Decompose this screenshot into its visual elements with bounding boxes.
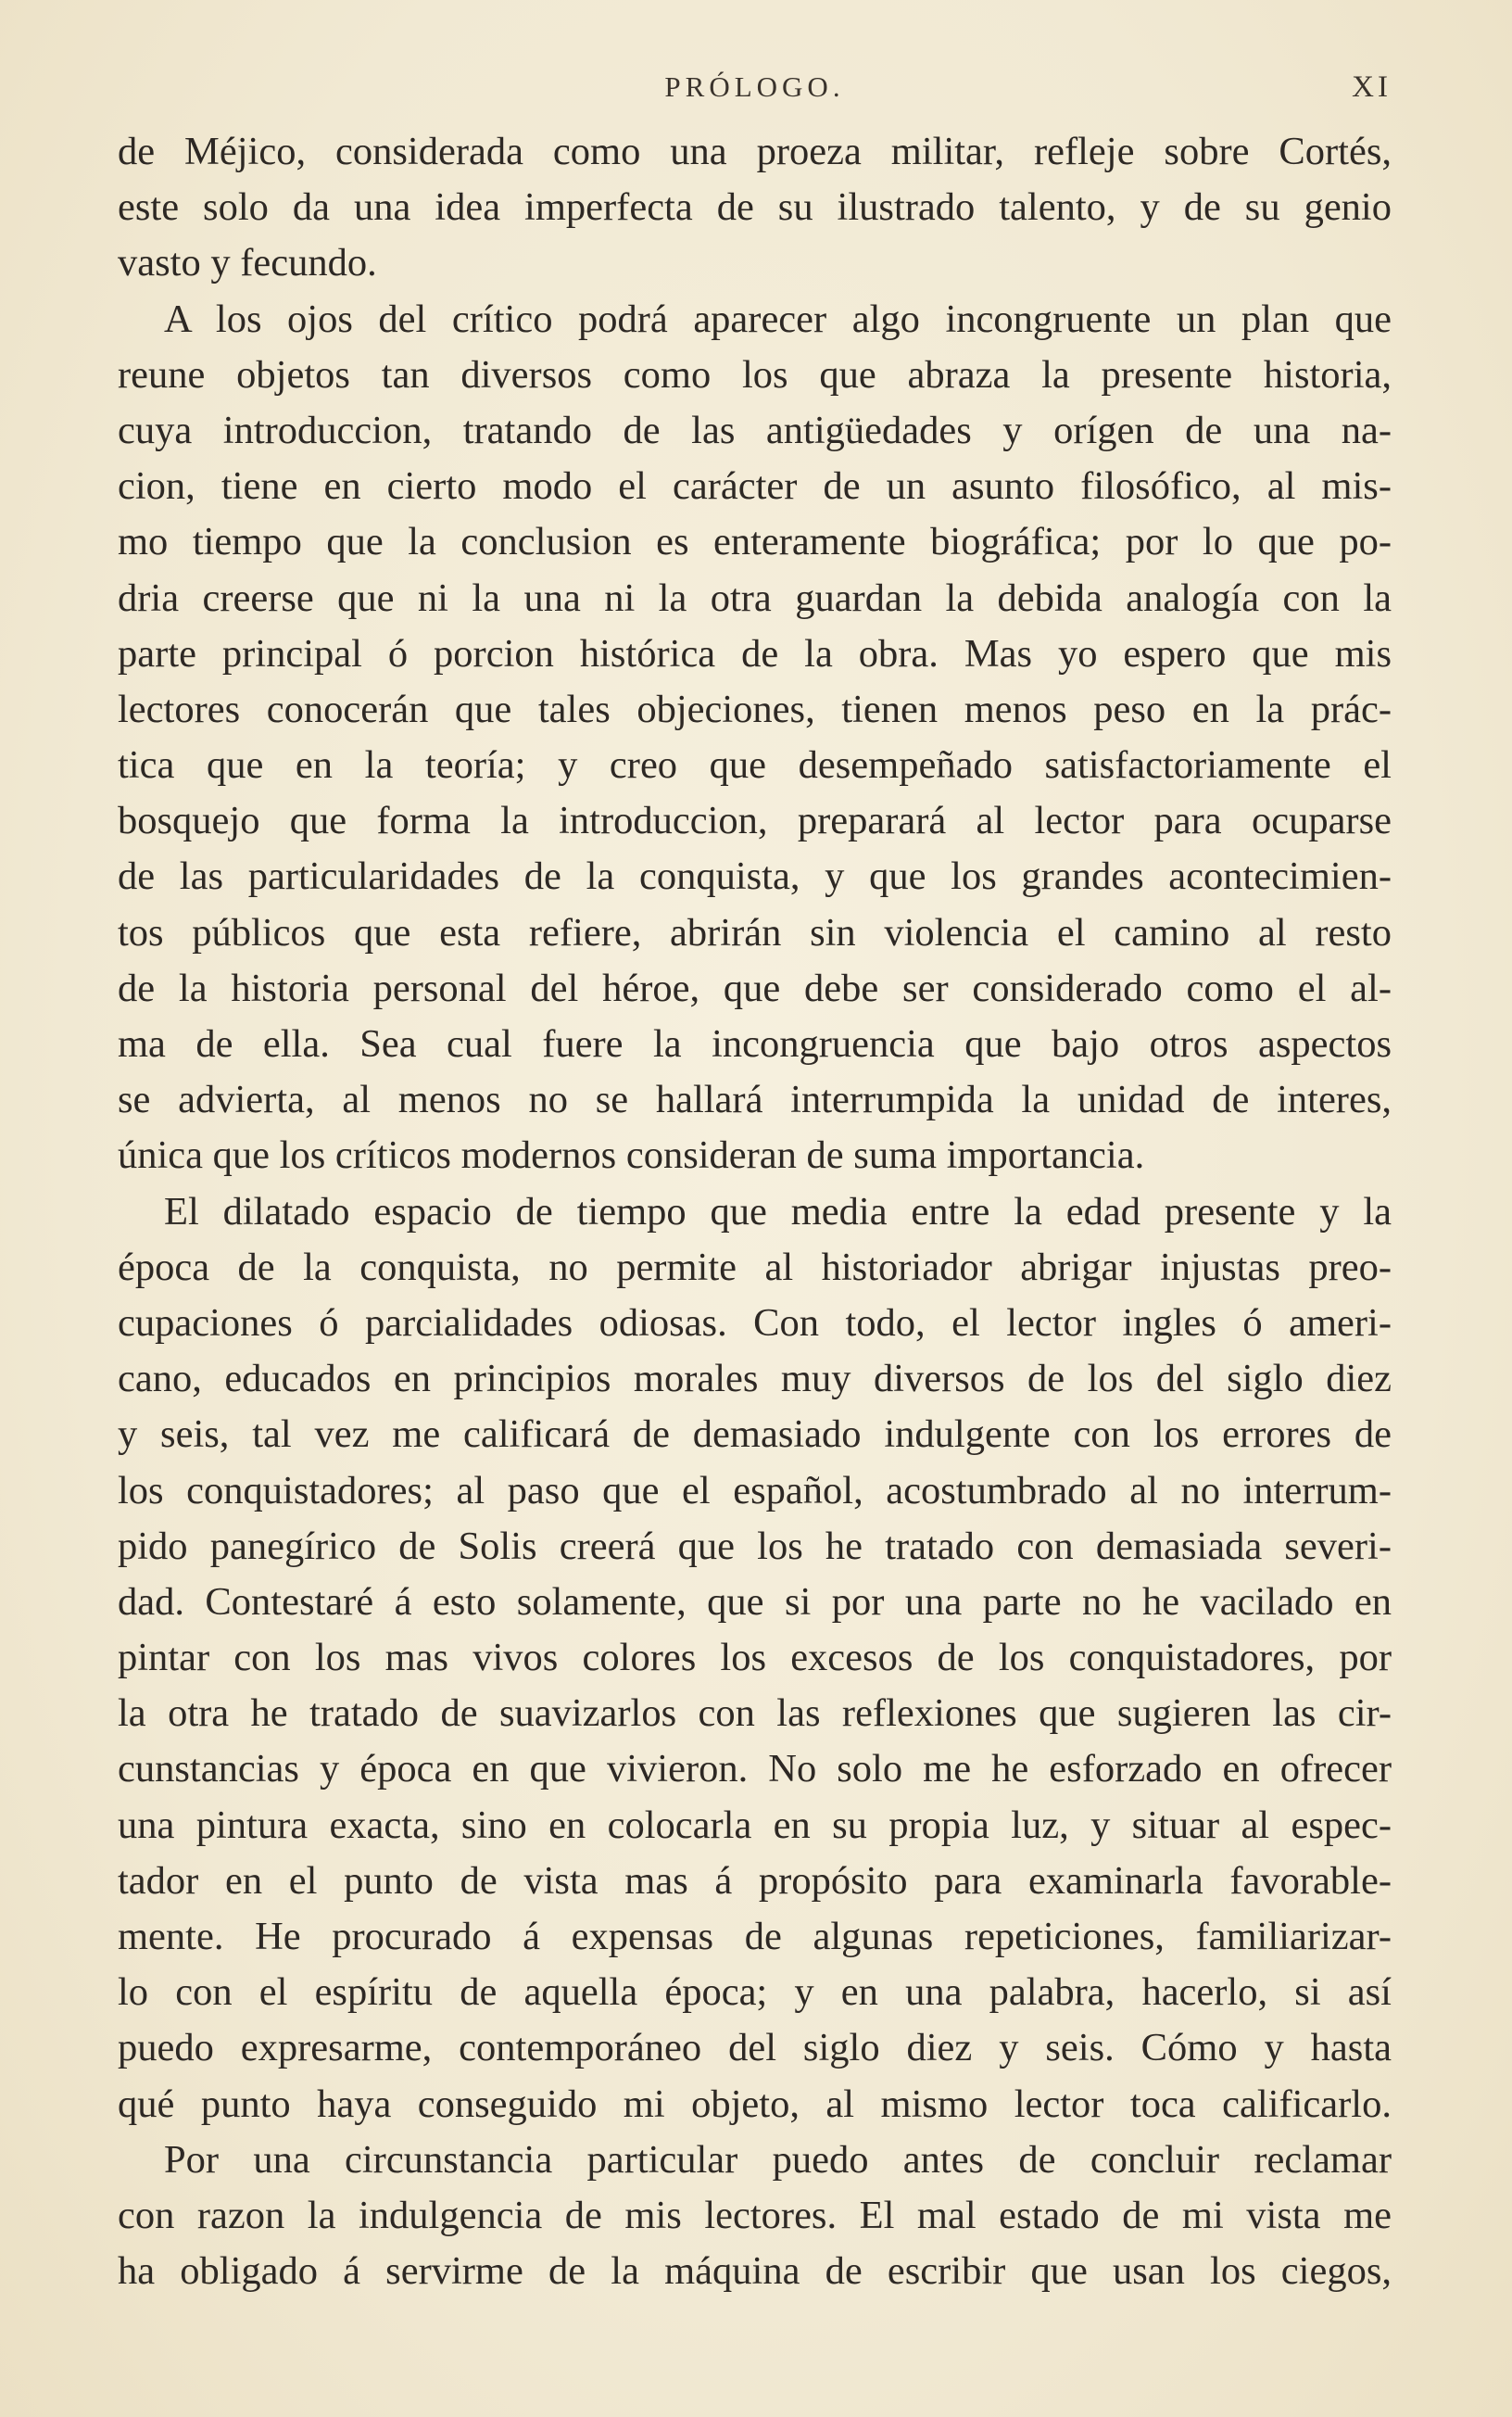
text-line: pido panegírico de Solis creerá que los he tratado con demasiada severi- xyxy=(118,1524,1392,1568)
text-line: una pintura exacta, sino en colocarla en su propia luz, y situar al espec- xyxy=(118,1803,1392,1847)
page-header xyxy=(118,63,1392,119)
text-line: ha obligado á servirme de la máquina de escribir que usan los ciegos, xyxy=(118,2249,1392,2294)
text-line: lo con el espíritu de aquella época; y en una palabra, hacerlo, si así xyxy=(118,1970,1392,2015)
text-line: tica que en la teoría; y creo que desempeñado satisfactoriamente el xyxy=(118,743,1392,788)
running-head: PRÓLOGO. xyxy=(664,70,845,103)
page-number: XI xyxy=(1352,70,1392,104)
text-line: la otra he tratado de suavizarlos con las reflexiones que sugieren las cir- xyxy=(118,1691,1392,1736)
text-line: mo tiempo que la conclusion es enteramente biográfica; por lo que po- xyxy=(118,520,1392,564)
text-line: El dilatado espacio de tiempo que media entre la edad presente y la xyxy=(164,1189,1392,1234)
text-line: se advierta, al menos no se hallará interrumpida la unidad de interes, xyxy=(118,1078,1392,1122)
text-line: única que los críticos modernos consideran de suma importancia. xyxy=(118,1133,1145,1178)
text-line: cano, educados en principios morales muy diversos de los del siglo diez xyxy=(118,1357,1392,1401)
text-line: dad. Contestaré á esto solamente, que si por una parte no he vacilado en xyxy=(118,1579,1392,1624)
text-line: qué punto haya conseguido mi objeto, al mismo lector toca calificarlo. xyxy=(118,2082,1392,2126)
text-line: cupaciones ó parcialidades odiosas. Con todo, el lector ingles ó ameri- xyxy=(118,1300,1392,1345)
text-line: con razon la indulgencia de mis lectores. El mal estado de mi vista me xyxy=(118,2193,1392,2237)
paragraph-2 xyxy=(118,292,1392,1184)
text-line: puedo expresarme, contemporáneo del siglo diez y seis. Cómo y hasta xyxy=(118,2026,1392,2070)
text-line: tador en el punto de vista mas á propósito para examinarla favorable- xyxy=(118,1858,1392,1903)
text-line: tos públicos que esta refiere, abrirán sin violencia el camino al resto xyxy=(118,910,1392,955)
text-line: y seis, tal vez me calificará de demasiado indulgente con los errores de xyxy=(118,1412,1392,1457)
text-line: los conquistadores; al paso que el español, acostumbrado al no interrum- xyxy=(118,1468,1392,1512)
paragraph-1 xyxy=(118,124,1392,292)
text-line: este solo da una idea imperfecta de su ilustrado talento, y de su genio xyxy=(118,185,1392,230)
text-line: Por una circunstancia particular puedo antes de concluir reclamar xyxy=(164,2137,1392,2182)
text-line: lectores conocerán que tales objeciones, tienen menos peso en la prác- xyxy=(118,687,1392,731)
text-line: A los ojos del crítico podrá aparecer algo incongruente un plan que xyxy=(164,297,1392,341)
text-line: de Méjico, considerada como una proeza militar, refleje sobre Cortés, xyxy=(118,130,1392,173)
text-line: época de la conquista, no permite al historiador abrigar injustas preo- xyxy=(118,1245,1392,1289)
text-line: dria creerse que ni la una ni la otra guardan la debida analogía con la xyxy=(118,576,1392,620)
text-line: cuya introduccion, tratando de las antigüedades y orígen de una na- xyxy=(118,408,1392,452)
text-line: pintar con los mas vivos colores los excesos de los conquistadores, por xyxy=(118,1636,1392,1680)
text-line: de las particularidades de la conquista, y que los grandes acontecimien- xyxy=(118,854,1392,899)
text-line: cunstancias y época en que vivieron. No solo me he esforzado en ofrecer xyxy=(118,1747,1392,1791)
paragraph-3 xyxy=(118,1184,1392,2132)
text-line: mente. He procurado á expensas de algunas repeticiones, familiarizar- xyxy=(118,1915,1392,1958)
text-line: cion, tiene en cierto modo el carácter de un asunto filosófico, al mis- xyxy=(118,464,1392,509)
text-line: ma de ella. Sea cual fuere la incongruencia que bajo otros aspectos xyxy=(118,1022,1392,1066)
text-line: reune objetos tan diversos como los que abraza la presente historia, xyxy=(118,352,1392,397)
body-text xyxy=(118,124,1392,2299)
text-line: de la historia personal del héroe, que debe ser considerado como el al- xyxy=(118,966,1392,1010)
text-line: vasto y fecundo. xyxy=(118,241,377,285)
text-line: bosquejo que forma la introduccion, preparará al lector para ocuparse xyxy=(118,799,1392,843)
paragraph-4 xyxy=(118,2132,1392,2300)
text-line: parte principal ó porcion histórica de la obra. Mas yo espero que mis xyxy=(118,631,1392,676)
